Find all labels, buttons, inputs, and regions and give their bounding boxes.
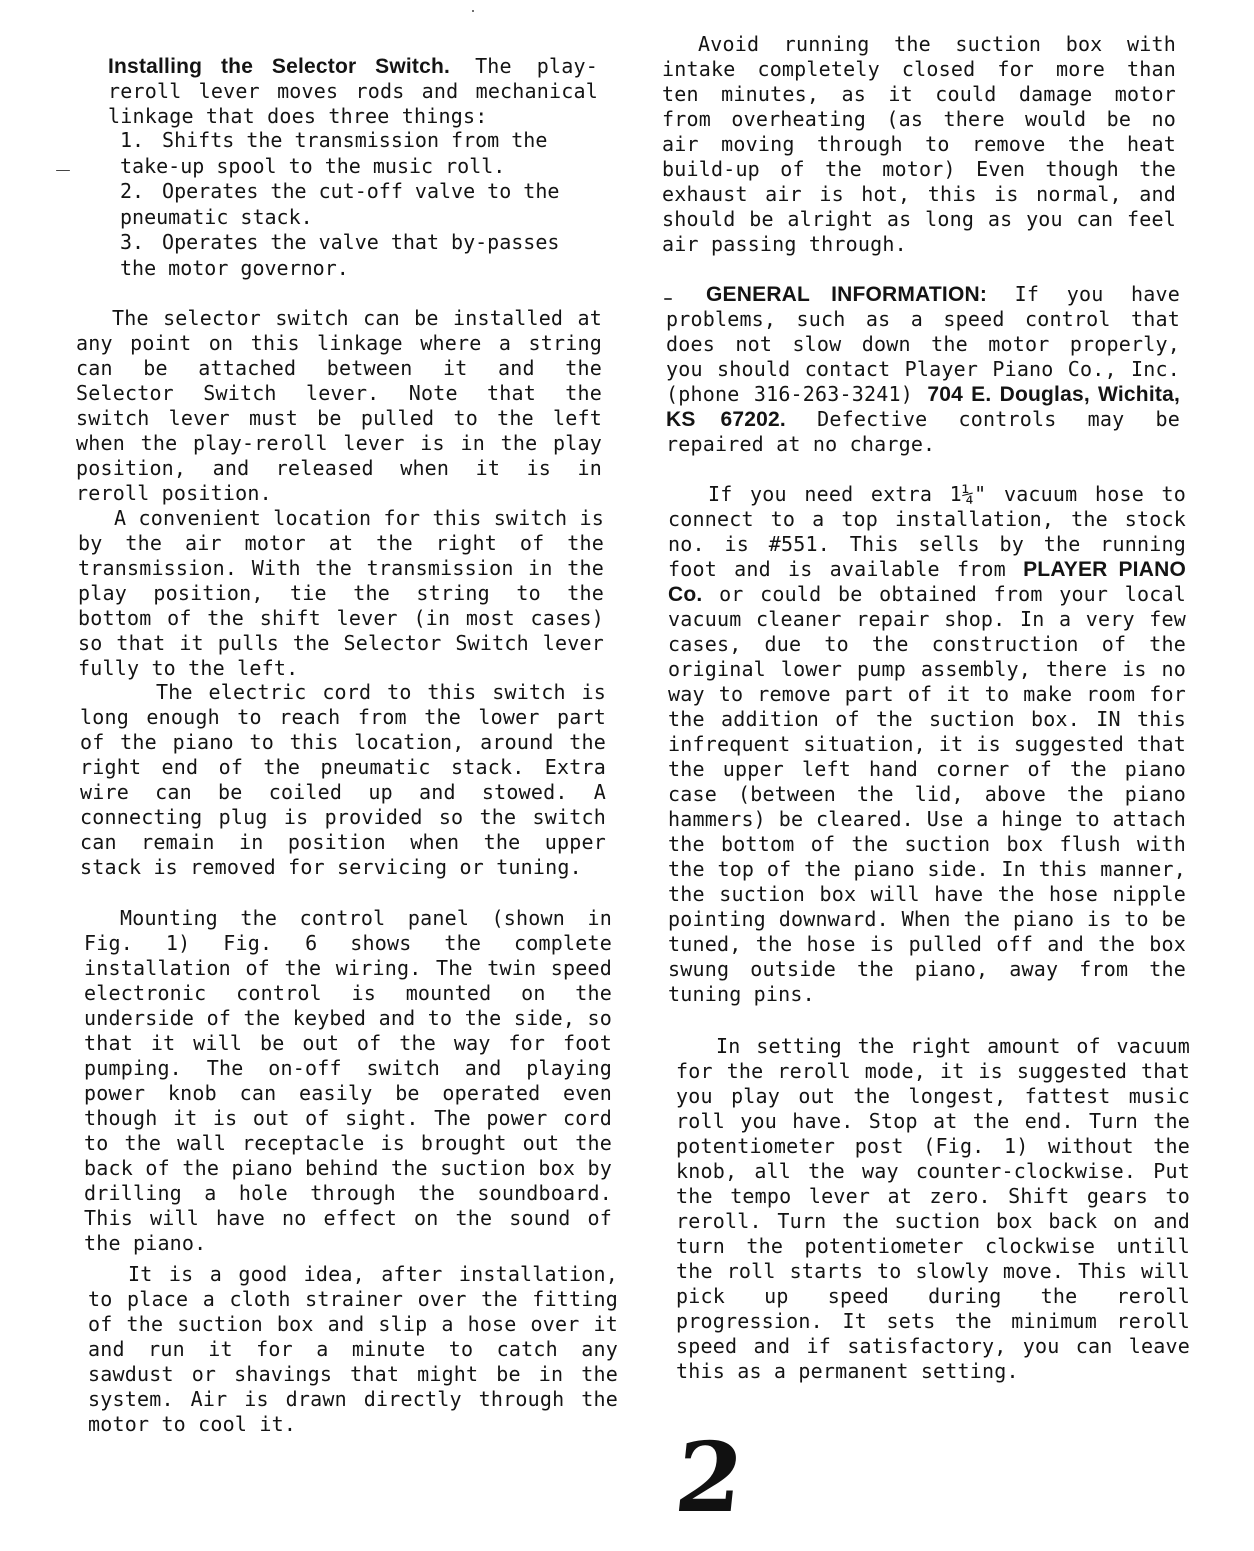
list-item-number: 2. xyxy=(120,179,145,203)
selector-intro: The play-reroll lever moves rods and mechanical linkage that does three things: xyxy=(108,54,598,128)
page-number: 2 xyxy=(670,1421,749,1534)
switch-location-paragraph: A convenient location for this switch is by the air motor at the right of the transmission. With the transmission in the play position, tie the string to the bottom of the shift lever (in most cases) so that it pulls the Selector Switch lever fully to the left. xyxy=(78,506,604,680)
general-information-paragraph xyxy=(666,282,1180,457)
suction-box-warning-paragraph: Avoid running the suction box with intake completely closed for more than ten minutes, as it could damage motor from overheating (as there would be no air moving through to remove the heat build-up of the motor) Even though the exhaust air is hot, this is normal, and should be alright as long as you can feel air passing through. xyxy=(662,32,1176,256)
selector-heading: Installing the Selector Switch. xyxy=(108,55,451,78)
list-item xyxy=(120,128,598,179)
cloth-strainer-paragraph: It is a good idea, after installation, to place a cloth strainer over the fitting of the suction box and slip a hose over it and run it for a minute to catch any sawdust or shavings that might be in the system. Air is drawn directly through the motor to cool it. xyxy=(88,1262,618,1436)
selector-function-list xyxy=(120,128,598,281)
selector-install-paragraph: The selector switch can be installed at any point on this linkage where a string can be attached between it and the Selector Switch lever. Note that the switch lever must be pulled to the left when the play-reroll lever is in the play position, and released when it is in reroll position. xyxy=(76,306,602,505)
vacuum-hose-paragraph xyxy=(668,482,1186,1007)
list-item-number: 3. xyxy=(120,230,145,254)
control-panel-paragraph: Mounting the control panel (shown in Fig. 1) Fig. 6 shows the complete installation of the wiring. The twin speed electronic control is mounted on the underside of the keybed and to the side, so that it will be out of the way for foot pumping. The on-off switch and playing power knob can easily be operated even though it is out of sight. The power cord to the wall receptacle is brought out the back of the piano behind the suction box by drilling a hole through the soundboard. This will have no effect on the sound of the piano. xyxy=(84,906,612,1255)
list-item-text: Shifts the transmission from the take-up spool to the music roll. xyxy=(120,128,548,178)
list-item-number: 1. xyxy=(120,128,145,152)
general-information-heading: GENERAL INFORMATION: xyxy=(706,283,988,306)
general-information-text-end: Defective controls may be repaired at no charge. xyxy=(666,407,1181,456)
vacuum-hose-text-continued: or could be obtained from your local vacuum cleaner repair shop. In a very few cases, due to the construction of the original lower pump assembly, there is no way to remove part of it to make room for the addition of the suction box. IN this infrequent situation, it is suggested that the upper left hand corner of the piano case (between the lid, above the piano hammers) be cleared. Use a hinge to attach the bottom of the suction box flush with the top of the piano side. In this manner, the suction box will have the hose nipple pointing downward. When the piano is to be tuned, the hose is pulled off and the box swung outside the piano, away from the tuning pins. xyxy=(668,582,1186,1006)
selector-paragraph xyxy=(108,54,598,129)
reroll-vacuum-paragraph: In setting the right amount of vacuum for the reroll mode, it is suggested that you play out the longest, fattest music roll you have. Stop at the end. Turn the potentiometer post (Fig. 1) without the knob, all the way counter-clockwise. Put the tempo lever at zero. Shift gears to reroll. Turn the suction box back on and turn the potentiometer clockwise untill the roll starts to slowly move. This will pick up speed during the reroll progression. It sets the minimum reroll speed and if satisfactory, you can leave this as a permanent setting. xyxy=(676,1034,1190,1383)
list-item-text: Operates the cut-off valve to the pneumatic stack. xyxy=(120,179,560,229)
list-item xyxy=(120,230,598,281)
electric-cord-paragraph: The electric cord to this switch is long enough to reach from the lower part of the piano to this location, around the right end of the pneumatic stack. Extra wire can be coiled up and stowed. A connecting plug is provided so the switch can remain in position when the upper stack is removed for servicing or tuning. xyxy=(80,680,606,879)
scan-speck xyxy=(56,170,70,171)
list-item xyxy=(120,179,598,230)
company-address: 704 E. Douglas, Wichita, KS 67202. xyxy=(666,383,1180,431)
list-item-text: Operates the valve that by-passes the motor governor. xyxy=(120,230,560,280)
scan-speck xyxy=(472,10,474,12)
general-information-text: If you have problems, such as a speed control that does not slow down the motor properly, you should contact Player Piano Co., Inc. (phone 316-263-3241) xyxy=(666,282,1180,406)
vacuum-hose-text: If you need extra 1¼" vacuum hose to connect to a top installation, the stock no. is #551. This sells by the running foot and is available from xyxy=(668,482,1186,581)
company-name: PLAYER PIANO Co. xyxy=(668,558,1186,606)
